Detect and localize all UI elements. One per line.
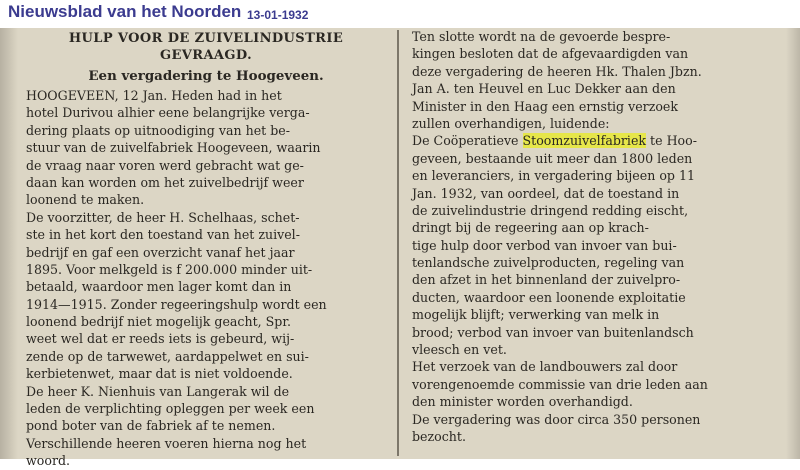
article-text-line: Ten slotte wordt na de gevoerde bespre- — [412, 29, 671, 44]
article-text-line: De heer K. Nienhuis van Langerak wil de — [26, 383, 290, 399]
article-text-line: ste in het kort den toestand van het zuivel- — [26, 227, 300, 243]
article-text-line: dering plaats op uitnoodiging van het be- — [26, 122, 290, 138]
article-text-line: pond boter van de fabriek af te nemen. — [26, 418, 276, 434]
highlighted-term: Stoomzuivelfabriek — [522, 133, 647, 149]
article-column-left — [26, 28, 386, 469]
newspaper-title: Nieuwsblad van het Noorden — [8, 2, 242, 21]
article-text-line: Verschillende heeren voeren hierna nog het — [26, 435, 307, 451]
paper-edge-left — [0, 28, 18, 459]
article-text-line: dringt bij de regeering aan op krach- — [412, 220, 649, 236]
article-text-line: ducten, waardoor een loonende exploitatie — [412, 289, 686, 305]
article-text-line: weet wel dat er reeds iets is gebeurd, wij- — [26, 331, 295, 347]
highlight-after: te Hoo- — [646, 133, 697, 149]
article-text-line: hotel Durivou alhier eene belangrijke verga- — [26, 105, 310, 121]
article-text-line: den minister worden overhandigd. — [412, 394, 633, 410]
article-text-line: Jan. 1932, van oordeel, dat de toestand in — [412, 185, 680, 201]
article-text-line: betaald, waardoor men lager komt dan in — [26, 279, 292, 295]
newspaper-clipping — [0, 28, 800, 469]
article-subheadline: Een vergadering te Hoogeveen. — [88, 68, 324, 84]
article-text-line: mogelijk blijft; verwerking van melk in — [412, 307, 660, 323]
article-text-line: vleesch en vet. — [412, 342, 507, 358]
article-text-line: de zuivelindustrie dringend redding eischt, — [412, 202, 689, 218]
article-text-line: stuur van de zuivelfabriek Hoogeveen, waarin — [26, 140, 321, 156]
clipping-header — [0, 0, 800, 28]
article-text-line: de vraag naar voren werd gebracht wat ge- — [26, 157, 304, 173]
left-column-body — [26, 87, 386, 470]
article-text-line: De voorzitter, de heer H. Schelhaas, schet- — [26, 209, 300, 225]
column-divider — [397, 30, 399, 456]
article-text-line: HOOGEVEEN, 12 Jan. Heden had in het — [26, 88, 282, 103]
article-text-line: kingen besloten dat de afgevaardigden van — [412, 46, 689, 62]
right-column-body-bottom — [412, 150, 780, 446]
article-text-line: den afzet in het binnenland der zuivelpro- — [412, 272, 681, 288]
article-headline — [26, 30, 386, 64]
article-column-right — [412, 28, 780, 459]
right-column-body-top — [412, 28, 780, 132]
highlight-before: De Coöperatieve — [412, 133, 523, 149]
article-text-line: loonend bedrijf niet mogelijk geacht, Spr. — [26, 314, 291, 330]
headline-line-2: GEVRAAGD. — [159, 48, 253, 63]
article-text-line: brood; verbod van invoer van buitenlandsch — [412, 324, 694, 340]
article-text-line: tige hulp door verbod van invoer van bui- — [412, 237, 677, 253]
article-text-line: Jan A. ten Heuvel en Luc Dekker aan den — [412, 81, 676, 97]
article-text-line: deze vergadering de heeren Hk. Thalen Jbzn. — [412, 63, 702, 79]
article-text-line: 1914—1915. Zonder regeeringshulp wordt een — [26, 296, 327, 312]
article-text-line: Het verzoek van de landbouwers zal door — [412, 359, 678, 375]
article-text-line: vorengenoemde commissie van drie leden aan — [412, 376, 708, 392]
article-text-line: 1895. Voor melkgeld is f 200.000 minder uit- — [26, 261, 313, 277]
article-text-line: bedrijf en gaf een overzicht vanaf het jaar — [26, 244, 295, 260]
article-text-line: geveen, bestaande uit meer dan 1800 leden — [412, 150, 693, 166]
publication-date: 13-01-1932 — [247, 8, 309, 22]
article-text-line: leden de verplichting opleggen per week een — [26, 401, 315, 417]
right-column-highlight-line — [412, 132, 780, 149]
article-text-line: en leveranciers, in vergadering bijeen op 11 — [412, 168, 696, 184]
article-text-line: zullen overhandigen, luidende: — [412, 115, 610, 131]
article-text-line: bezocht. — [412, 428, 466, 444]
article-text-line: Minister in den Haag een ernstig verzoek — [412, 98, 679, 114]
article-text-line: daan kan worden om het zuivelbedrijf weer — [26, 174, 304, 190]
article-text-line: De vergadering was door circa 350 personen — [412, 411, 701, 427]
paper-edge-right — [786, 28, 800, 459]
article-text-line: loonend te maken. — [26, 192, 145, 208]
article-text-line: woord. — [26, 453, 71, 469]
headline-line-1: HULP VOOR DE ZUIVELINDUSTRIE — [68, 31, 344, 46]
article-text-line: tenlandsche zuivelproducten, regeling van — [412, 255, 685, 271]
article-text-line: kerbietenwet, maar dat is niet voldoende. — [26, 366, 293, 382]
article-text-line: zende op de tarwewet, aardappelwet en sui- — [26, 348, 309, 364]
